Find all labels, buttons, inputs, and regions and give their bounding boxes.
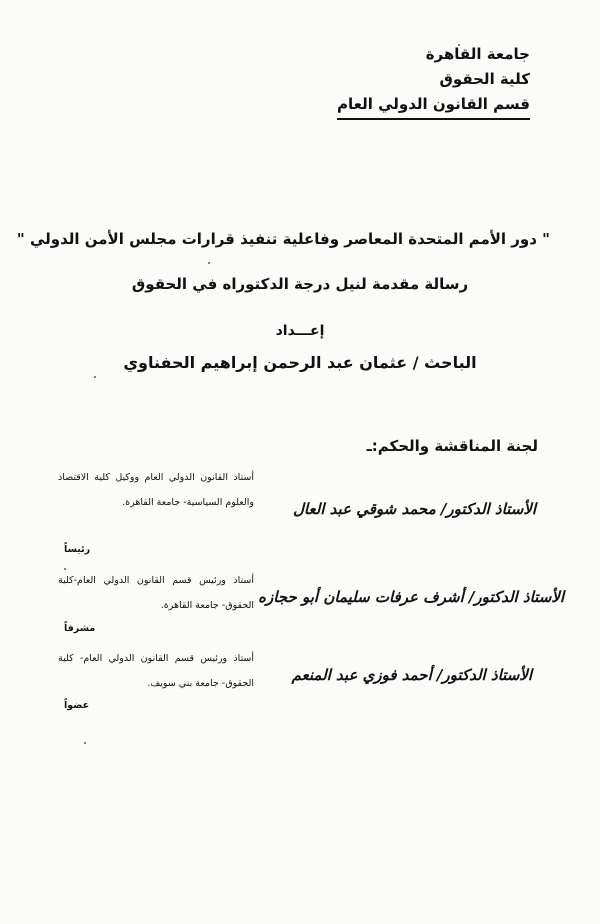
university-name: جامعة القاهرة (425, 45, 530, 63)
faculty-name: كلية الحقوق (439, 70, 530, 88)
scan-speck (94, 376, 96, 378)
committee-heading: لجنة المناقشة والحكم:ـ (366, 437, 538, 455)
committee-member-role: رئيساً (64, 544, 91, 555)
institution-header (330, 42, 530, 120)
committee-member-name: الأستاذ الدكتور/ أحمد فوزي عبد المنعم (291, 666, 532, 684)
committee-member-description: أستاذ القانون الدولي العام ووكيل كلية الاقتصاد والعلوم السياسية- جامعة القاهرة. (58, 472, 254, 508)
department-name: قسم القانون الدولي العام (337, 92, 530, 120)
committee-member-name: الأستاذ الدكتور/ محمد شوقي عبد العال (293, 500, 536, 518)
committee-member-role: عضواً (64, 700, 90, 711)
scan-speck (84, 742, 86, 744)
thesis-title: " دور الأمم المتحدة المعاصر وفاعلية تنفيذ قرارات مجلس الأمن الدولي " (16, 230, 550, 248)
committee-member-name: الأستاذ الدكتور/ أشرف عرفات سليمان أبو حجازه (258, 588, 564, 606)
prepared-by-label: إعـــداد (275, 323, 325, 339)
thesis-subtitle: رسالة مقدمة لنيل درجة الدكتوراه في الحقوق (131, 275, 469, 293)
committee-member-description: أستاذ ورئيس قسم القانون الدولي العام-كلية الحقوق- جامعة القاهرة. (58, 575, 254, 611)
committee-member-role: مشرفاً (64, 623, 96, 634)
researcher-name: الباحث / عثمان عبد الرحمن إبراهيم الحفناوي (123, 353, 477, 372)
committee-member-description: أستاذ ورئيس قسم القانون الدولي العام- كلية الحقوق- جامعة بني سويف. (58, 653, 254, 689)
scan-speck (208, 262, 210, 264)
